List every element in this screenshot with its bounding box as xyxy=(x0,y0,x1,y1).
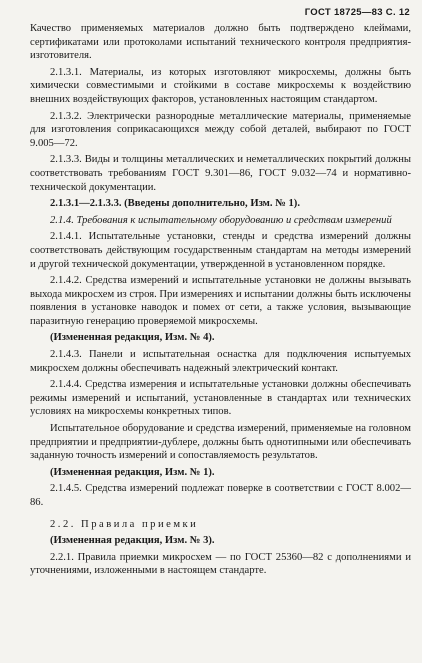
paragraph-test-equipment: Испытательное оборудование и средства измерений, применяемые на головном предприятии и предприятии-дублере, должны быть однотипными или обеспечивать заданную точность измерений и сопоставляемость результатов. xyxy=(30,423,411,462)
section-2-1-4-heading: 2.1.4. Требования к испытательному оборудованию и средствам измерений xyxy=(50,214,392,226)
clause-2-1-4-2: 2.1.4.2. Средства измерений и испытательные установки не должны вызывать выхода микросхем из строя. При измерениях и испытании должны быть исключены появления в установке наводок и помех от сети, а также условия, вызывающие паразитную генерацию проверяемой микросхемы. xyxy=(30,275,411,327)
clause-2-1-4-1: 2.1.4.1. Испытательные установки, стенды и средства измерений должны соответствовать действующим государственным стандартам на методы измерений и другой технической документации, утвержденной в установленном порядке. xyxy=(30,231,411,270)
clause-2-1-3-1: 2.1.3.1. Материалы, из которых изготовляют микросхемы, должны быть химически совместимыми и стойкими в составе микросхемы к воздействию внешних воздействующих факторов, установленных настоящим стандартом. xyxy=(30,66,411,105)
paragraph-quality: Качество применяемых материалов должно быть подтверждено клеймами, сертификатами или протоколами испытаний технического контроля предприятия-изготовителя. xyxy=(30,23,411,62)
clause-2-1-4-5: 2.1.4.5. Средства измерений подлежат поверке в соответствии с ГОСТ 8.002—86. xyxy=(30,483,411,508)
document-body xyxy=(30,22,411,581)
section-2-2-heading: 2.2. Правила приемки xyxy=(50,518,199,530)
clause-2-1-4-3: 2.1.4.3. Панели и испытательная оснастка для подключения испытуемых микросхем должны обеспечивать надежный электрический контакт. xyxy=(30,349,411,374)
amendment-note-1b: (Измененная редакция, Изм. № 1). xyxy=(50,466,215,478)
clause-2-1-3-3: 2.1.3.3. Виды и толщины металлических и неметаллических покрытий должны соответствовать требованиям ГОСТ 9.301—86, ГОСТ 9.032—74 и нормативно-технической документации. xyxy=(30,154,411,193)
amendment-note-4: (Измененная редакция, Изм. № 4). xyxy=(50,332,215,344)
clause-2-1-4-4: 2.1.4.4. Средства измерения и испытательные установки должны обеспечивать режимы измерений и испытаний, установленные в стандартах или технических условиях на микросхемы конкретных типов. xyxy=(30,379,411,418)
amendment-note-1: 2.1.3.1—2.1.3.3. (Введены дополнительно, Изм. № 1). xyxy=(50,198,300,210)
clause-2-1-3-2: 2.1.3.2. Электрически разнородные металлические материалы, применяемые для изготовления соприкасающихся между собой деталей, выбирают по ГОСТ 9.005—72. xyxy=(30,110,411,149)
amendment-note-3: (Измененная редакция, Изм. № 3). xyxy=(50,535,215,547)
page-header: ГОСТ 18725—83 С. 12 xyxy=(304,7,410,18)
clause-2-2-1: 2.2.1. Правила приемки микросхем — по ГОСТ 25360—82 с дополнениями и уточнениями, изложенными в настоящем стандарте. xyxy=(30,551,411,577)
